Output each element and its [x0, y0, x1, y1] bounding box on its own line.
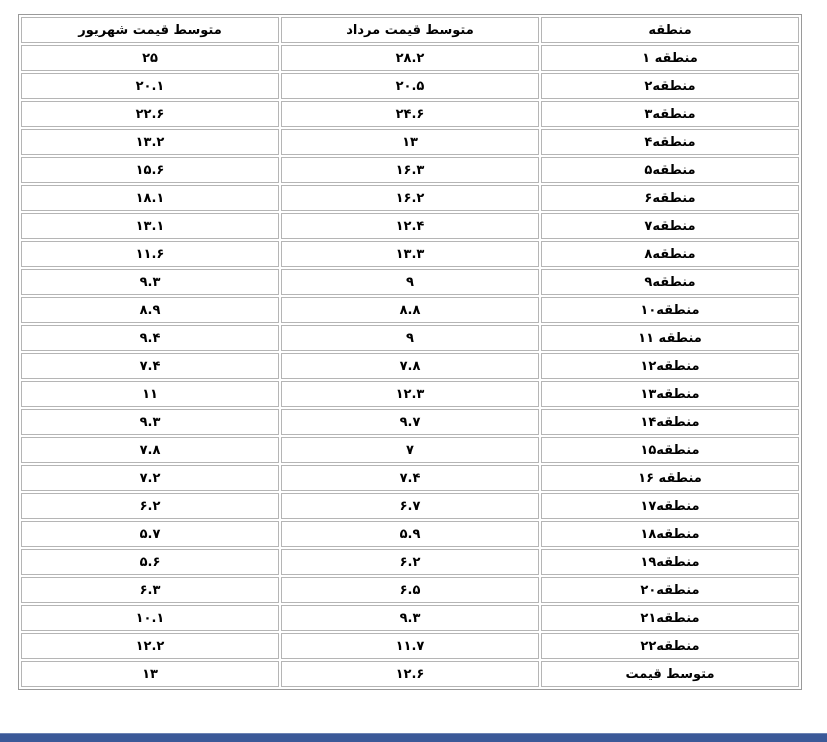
cell-mordad-price: ۹.۳	[281, 605, 539, 631]
cell-region: منطقه۷	[541, 213, 799, 239]
cell-shahrivar-price: ۷.۲	[21, 465, 279, 491]
cell-mordad-price: ۹	[281, 269, 539, 295]
cell-mordad-price: ۶.۲	[281, 549, 539, 575]
cell-region: منطقه۱۹	[541, 549, 799, 575]
cell-mordad-price: ۱۶.۲	[281, 185, 539, 211]
cell-mordad-price: ۷.۴	[281, 465, 539, 491]
cell-mordad-price: ۱۱.۷	[281, 633, 539, 659]
table-row	[21, 213, 799, 239]
cell-region: متوسط قیمت	[541, 661, 799, 687]
table-row	[21, 381, 799, 407]
table-row	[21, 465, 799, 491]
cell-shahrivar-price: ۵.۶	[21, 549, 279, 575]
cell-region: منطقه۱۵	[541, 437, 799, 463]
table-row	[21, 45, 799, 71]
header-row	[21, 17, 799, 43]
table-row	[21, 577, 799, 603]
cell-region: منطقه۸	[541, 241, 799, 267]
cell-region: منطقه۱۳	[541, 381, 799, 407]
cell-region: منطقه۲۲	[541, 633, 799, 659]
cell-shahrivar-price: ۲۵	[21, 45, 279, 71]
cell-region: منطقه ۱۱	[541, 325, 799, 351]
cell-region: منطقه۱۴	[541, 409, 799, 435]
cell-mordad-price: ۶.۵	[281, 577, 539, 603]
cell-shahrivar-price: ۲۲.۶	[21, 101, 279, 127]
table-row	[21, 129, 799, 155]
table-row	[21, 605, 799, 631]
cell-region: منطقه۲۱	[541, 605, 799, 631]
cell-shahrivar-price: ۵.۷	[21, 521, 279, 547]
price-table-container	[18, 14, 802, 690]
cell-region: منطقه۲	[541, 73, 799, 99]
cell-region: منطقه۹	[541, 269, 799, 295]
cell-shahrivar-price: ۱۵.۶	[21, 157, 279, 183]
cell-mordad-price: ۷	[281, 437, 539, 463]
cell-shahrivar-price: ۸.۹	[21, 297, 279, 323]
cell-shahrivar-price: ۹.۳	[21, 269, 279, 295]
cell-shahrivar-price: ۹.۳	[21, 409, 279, 435]
cell-shahrivar-price: ۱۸.۱	[21, 185, 279, 211]
cell-region: منطقه ۱	[541, 45, 799, 71]
table-body	[21, 45, 799, 687]
table-row	[21, 633, 799, 659]
table-row	[21, 185, 799, 211]
cell-mordad-price: ۹	[281, 325, 539, 351]
cell-mordad-price: ۸.۸	[281, 297, 539, 323]
cell-mordad-price: ۵.۹	[281, 521, 539, 547]
cell-shahrivar-price: ۱۳	[21, 661, 279, 687]
table-row	[21, 493, 799, 519]
table-row	[21, 661, 799, 687]
cell-region: منطقه ۱۶	[541, 465, 799, 491]
header-shahrivar-price: متوسط قیمت شهریور	[21, 17, 279, 43]
table-row	[21, 297, 799, 323]
cell-shahrivar-price: ۶.۳	[21, 577, 279, 603]
table-row	[21, 101, 799, 127]
cell-shahrivar-price: ۱۱.۶	[21, 241, 279, 267]
table-row	[21, 241, 799, 267]
cell-shahrivar-price: ۲۰.۱	[21, 73, 279, 99]
table-row	[21, 437, 799, 463]
cell-region: منطقه۶	[541, 185, 799, 211]
cell-mordad-price: ۱۲.۴	[281, 213, 539, 239]
cell-shahrivar-price: ۷.۴	[21, 353, 279, 379]
cell-mordad-price: ۱۲.۶	[281, 661, 539, 687]
price-table	[18, 14, 802, 690]
cell-region: منطقه۴	[541, 129, 799, 155]
cell-mordad-price: ۱۳.۳	[281, 241, 539, 267]
table-row	[21, 73, 799, 99]
table-row	[21, 409, 799, 435]
table-row	[21, 549, 799, 575]
cell-shahrivar-price: ۱۳.۲	[21, 129, 279, 155]
table-row	[21, 325, 799, 351]
header-region: منطقه	[541, 17, 799, 43]
cell-region: منطقه۱۲	[541, 353, 799, 379]
cell-mordad-price: ۱۳	[281, 129, 539, 155]
table-row	[21, 521, 799, 547]
cell-shahrivar-price: ۹.۴	[21, 325, 279, 351]
cell-mordad-price: ۲۰.۵	[281, 73, 539, 99]
cell-shahrivar-price: ۱۳.۱	[21, 213, 279, 239]
cell-mordad-price: ۷.۸	[281, 353, 539, 379]
cell-mordad-price: ۱۲.۳	[281, 381, 539, 407]
cell-region: منطقه۳	[541, 101, 799, 127]
cell-shahrivar-price: ۷.۸	[21, 437, 279, 463]
cell-region: منطقه۲۰	[541, 577, 799, 603]
header-mordad-price: متوسط قیمت مرداد	[281, 17, 539, 43]
cell-region: منطقه۵	[541, 157, 799, 183]
table-row	[21, 269, 799, 295]
cell-mordad-price: ۹.۷	[281, 409, 539, 435]
cell-shahrivar-price: ۱۰.۱	[21, 605, 279, 631]
cell-shahrivar-price: ۶.۲	[21, 493, 279, 519]
table-row	[21, 157, 799, 183]
cell-region: منطقه۱۸	[541, 521, 799, 547]
cell-region: منطقه۱۷	[541, 493, 799, 519]
cell-shahrivar-price: ۱۱	[21, 381, 279, 407]
cell-mordad-price: ۲۴.۶	[281, 101, 539, 127]
cell-shahrivar-price: ۱۲.۲	[21, 633, 279, 659]
cell-mordad-price: ۱۶.۳	[281, 157, 539, 183]
cell-mordad-price: ۶.۷	[281, 493, 539, 519]
cell-region: منطقه۱۰	[541, 297, 799, 323]
cell-mordad-price: ۲۸.۲	[281, 45, 539, 71]
table-row	[21, 353, 799, 379]
